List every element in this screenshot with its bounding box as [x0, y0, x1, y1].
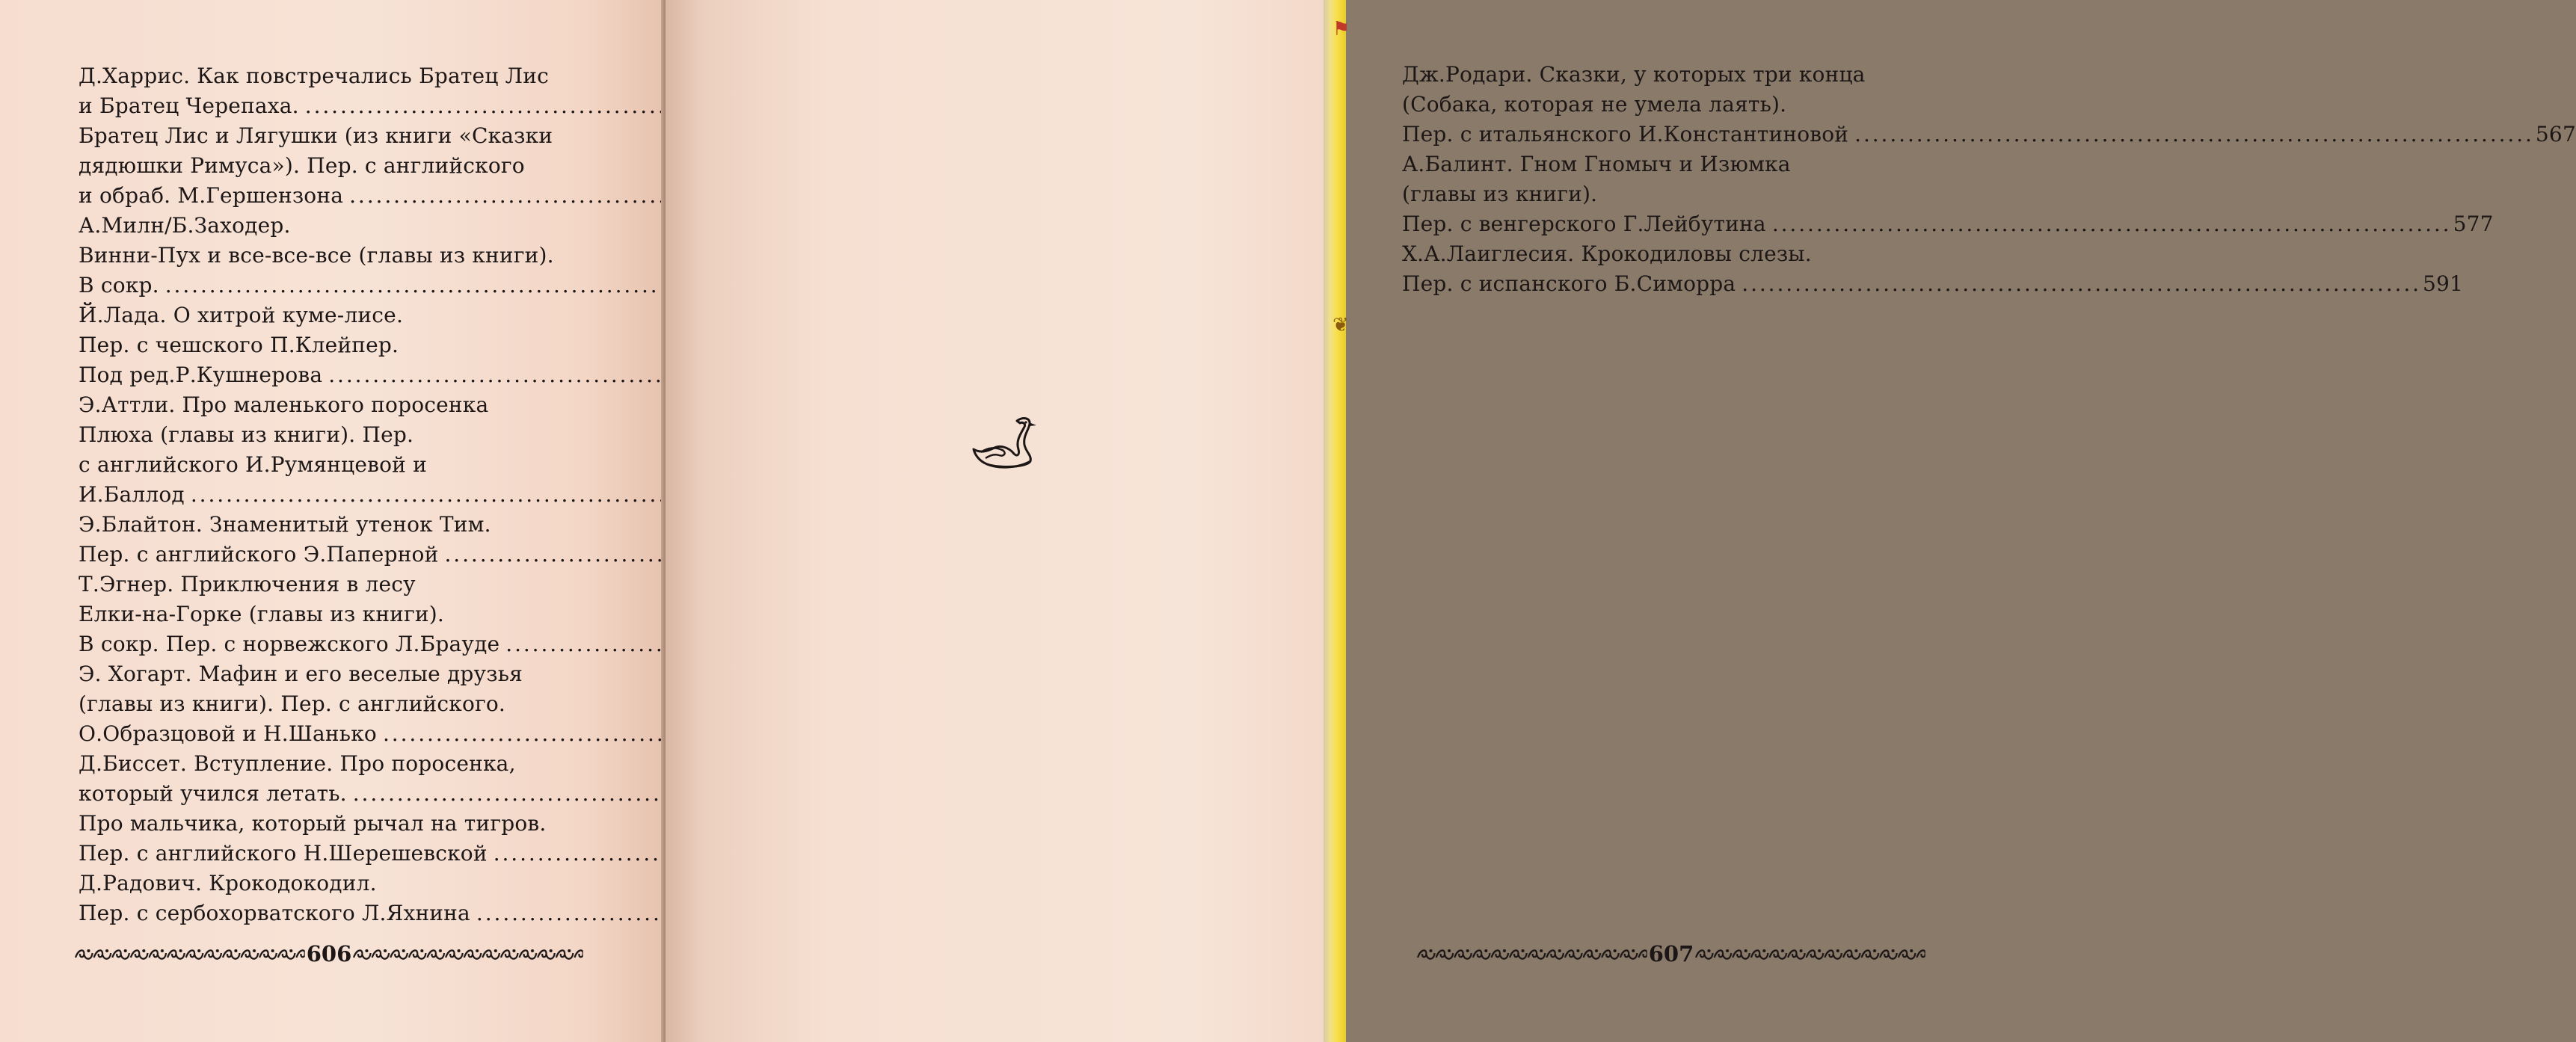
toc-line	[79, 749, 594, 779]
toc-line	[1402, 179, 1911, 209]
toc-line-text: Э.Блайтон. Знаменитый утенок Тим.	[79, 512, 491, 537]
dot-leader	[1742, 269, 2417, 299]
toc-line	[1402, 239, 1911, 269]
ornament-border-icon	[1695, 946, 1925, 962]
toc-line	[79, 839, 594, 869]
toc-line	[1402, 120, 2576, 149]
toc-line	[1402, 269, 2464, 299]
dot-leader	[1772, 209, 2447, 239]
toc-line-text: Пер. с испанского Б.Симорра	[1402, 271, 1736, 296]
toc-line	[79, 480, 594, 510]
toc-line-text: Пер. с английского Н.Шерешевской	[79, 841, 488, 866]
toc-line	[79, 61, 594, 91]
curl-icon: ❦	[1332, 314, 1349, 336]
page-footer-right	[1417, 940, 1925, 967]
swan-icon	[971, 415, 1053, 471]
toc-page-number: 591	[2423, 271, 2464, 296]
toc-line-text: Дж.Родари. Сказки, у которых три конца	[1402, 62, 1866, 87]
toc-page-number: 567	[2535, 122, 2576, 147]
ornament-border-icon	[353, 946, 583, 962]
toc-line-text: и Братец Черепаха.	[79, 93, 299, 118]
toc-line	[1402, 149, 1911, 179]
toc-line-text: О.Образцовой и Н.Шанько	[79, 721, 377, 746]
toc-line-text: Пер. с сербохорватского Л.Яхнина	[79, 901, 470, 925]
toc-line	[79, 91, 594, 121]
toc-line-text: (главы из книги). Пер. с английского.	[79, 691, 506, 716]
toc-line-text: Д.Харрис. Как повстречались Братец Лис	[79, 64, 549, 88]
toc-line	[79, 540, 594, 570]
toc-line-text: Д.Биссет. Вступление. Про поросенка,	[79, 751, 516, 776]
toc-line-text: Пер. с итальянского И.Константиновой	[1402, 122, 1849, 147]
toc-line-text: и обраб. М.Гершензона	[79, 183, 344, 208]
toc-line-text: Э.Аттли. Про маленького поросенка	[79, 392, 489, 417]
toc-line	[79, 390, 594, 420]
ornament-border-icon	[75, 946, 305, 962]
toc-line	[1402, 90, 1911, 120]
toc-line	[79, 779, 594, 809]
toc-line-text: Под ред.Р.Кушнерова	[79, 363, 323, 387]
toc-line-text: В сокр. Пер. с норвежского Л.Брауде	[79, 632, 500, 656]
page-number-right: 607	[1648, 941, 1694, 967]
toc-line	[79, 211, 594, 241]
toc-line-text: Про мальчика, который рычал на тигров.	[79, 811, 547, 836]
ornament-border-icon	[1417, 946, 1647, 962]
toc-line	[79, 898, 594, 928]
toc-line-text: В сокр.	[79, 273, 159, 298]
toc-line	[79, 629, 594, 659]
toc-line-text: А.Милн/Б.Заходер.	[79, 213, 291, 238]
toc-line	[79, 271, 594, 300]
toc-line	[79, 330, 594, 360]
toc-line-text: Х.А.Лаиглесия. Крокодиловы слезы.	[1402, 241, 1812, 266]
table-of-contents-right	[1402, 60, 2576, 299]
left-page	[0, 0, 665, 1042]
toc-line	[1402, 209, 2494, 239]
toc-line	[79, 719, 594, 749]
page-number-left: 606	[306, 941, 352, 967]
right-page	[665, 0, 2576, 1042]
toc-line-text: Братец Лис и Лягушки (из книги «Сказки	[79, 123, 553, 148]
toc-line-text: (главы из книги).	[1402, 182, 1598, 206]
toc-line	[79, 599, 594, 629]
toc-line	[1402, 60, 1911, 90]
toc-line	[79, 869, 594, 898]
toc-line-text: дядюшки Римуса»). Пер. с английского	[79, 153, 525, 178]
page-footer-left	[75, 940, 583, 967]
flag-icon: ⚑	[1332, 18, 1350, 40]
toc-line	[79, 151, 594, 181]
toc-line-text: А.Балинт. Гном Гномыч и Изюмка	[1402, 152, 1791, 176]
toc-line	[79, 809, 594, 839]
toc-line-text: Д.Радович. Крокодокодил.	[79, 871, 377, 895]
toc-line-text: с английского И.Румянцевой и	[79, 452, 427, 477]
toc-line	[79, 241, 594, 271]
dot-leader	[1854, 120, 2530, 149]
toc-line-text: Винни-Пух и все-все-все (главы из книги).	[79, 243, 554, 268]
toc-line	[79, 510, 594, 540]
toc-line-text: Т.Эгнер. Приключения в лесу	[79, 572, 416, 596]
toc-line	[79, 121, 594, 151]
toc-line-text: И.Баллод	[79, 482, 185, 507]
toc-line-text: Пер. с чешского П.Клейпер.	[79, 333, 399, 357]
toc-line	[79, 360, 594, 390]
toc-line	[79, 300, 594, 330]
toc-line-text: Пер. с венгерского Г.Лейбутина	[1402, 212, 1766, 236]
toc-line	[79, 570, 594, 599]
toc-line	[79, 450, 594, 480]
toc-line-text: Пер. с английского Э.Паперной	[79, 542, 439, 567]
toc-line	[79, 420, 594, 450]
toc-line-text: Плюха (главы из книги). Пер.	[79, 422, 414, 447]
toc-line	[79, 689, 594, 719]
toc-line-text: Елки-на-Горке (главы из книги).	[79, 602, 444, 626]
toc-line-text: (Собака, которая не умела лаять).	[1402, 92, 1787, 117]
toc-page-number: 577	[2453, 212, 2494, 236]
toc-line-text: Э. Хогарт. Мафин и его веселые друзья	[79, 662, 523, 686]
toc-line-text: который учился летать.	[79, 781, 347, 806]
toc-line	[79, 659, 594, 689]
table-of-contents-left	[79, 61, 594, 928]
toc-line-text: Й.Лада. О хитрой куме-лисе.	[79, 303, 404, 327]
book-cover-edge	[1324, 0, 1346, 1042]
toc-line	[79, 181, 594, 211]
